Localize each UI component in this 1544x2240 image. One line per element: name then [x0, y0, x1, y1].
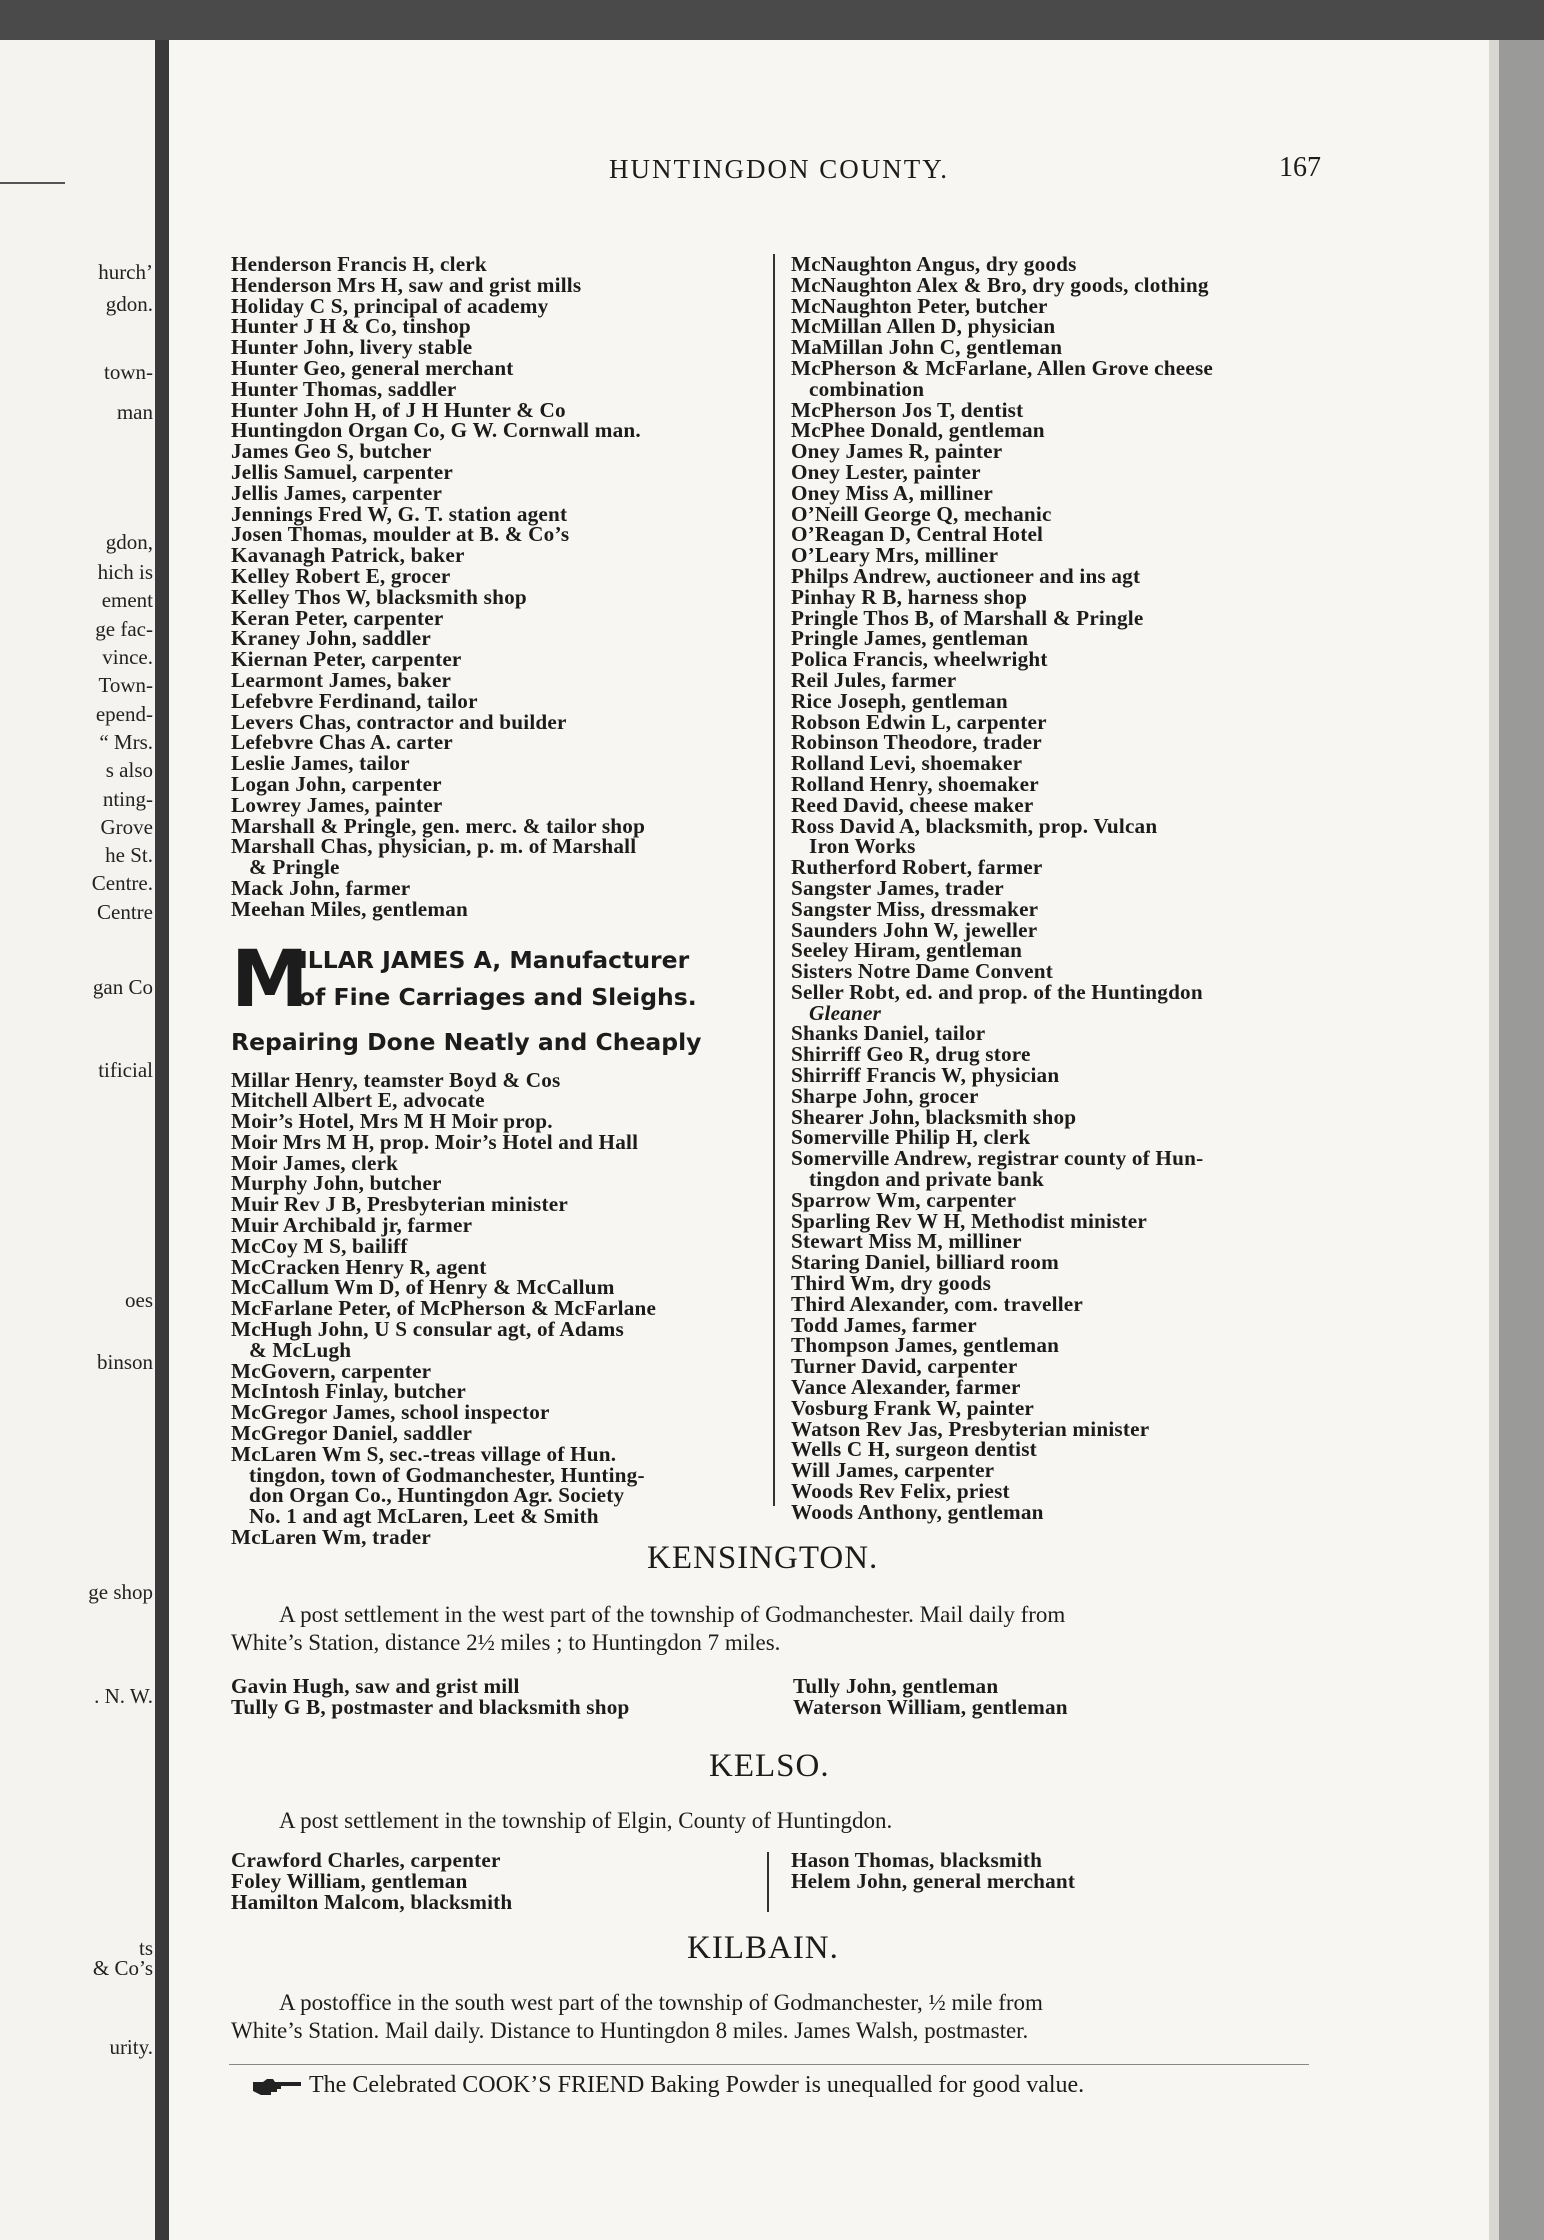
directory-entry: Pringle James, gentleman: [791, 626, 1029, 651]
prev-page-text-fragment: ge shop: [88, 1580, 153, 1604]
directory-entry: Marshall & Pringle, gen. merc. & tailor shop: [231, 813, 646, 838]
directory-entry: Vance Alexander, farmer: [791, 1375, 1021, 1400]
right-column: [791, 254, 1501, 1523]
ad-drop-cap: M: [231, 934, 309, 1025]
directory-entry: Polica Francis, wheelwright: [791, 647, 1048, 672]
directory-entry: McLaren Wm S, sec.-treas village of Hun.: [231, 1441, 617, 1466]
prev-page-text-fragment: binson: [96, 1350, 153, 1374]
directory-entry: Woods Anthony, gentleman: [791, 1499, 1044, 1524]
directory-entry: Pinhay R B, harness shop: [791, 584, 1028, 609]
directory-entry: Moir Mrs M H, prop. Moir’s Hotel and Hall: [231, 1129, 639, 1154]
directory-entry: Rolland Henry, shoemaker: [791, 771, 1039, 796]
directory-entry: & Pringle: [249, 855, 340, 880]
prev-page-rule: [0, 182, 65, 184]
directory-entry: McMillan Allen D, physician: [791, 314, 1056, 339]
directory-entry: Josen Thomas, moulder at B. & Co’s: [231, 522, 570, 547]
prev-page-text-fragment: ement: [101, 588, 153, 612]
prev-page-text-fragment: s also: [105, 758, 153, 782]
directory-entry: MaMillan John C, gentleman: [791, 335, 1063, 360]
prev-page-text-fragment: man: [116, 400, 153, 424]
ad-line-3: Repairing Done Neatly and Cheaply: [231, 1027, 702, 1056]
prev-page-text-fragment: gan Co: [92, 975, 153, 999]
column-divider: [773, 254, 775, 1506]
directory-entry: Kelley Thos W, blacksmith shop: [231, 584, 527, 609]
directory-entry: Oney Lester, painter: [791, 459, 981, 484]
kensington-list-left: [231, 1676, 630, 1718]
list-item: Gavin Hugh, saw and grist mill: [231, 1674, 520, 1698]
kelso-title: KELSO.: [709, 1748, 830, 1784]
directory-entry: & McLugh: [249, 1337, 352, 1362]
directory-entry: Learmont James, baker: [231, 667, 452, 692]
kelso-divider: [767, 1852, 769, 1912]
kelso-list-left: [231, 1850, 512, 1912]
prev-page-text-fragment: nting-: [102, 787, 153, 811]
prev-page-text-fragment: ge fac-: [95, 617, 153, 641]
directory-entry: Woods Rev Felix, priest: [791, 1479, 1010, 1504]
book-gutter: [155, 40, 169, 2240]
directory-entry: Saunders John W, jeweller: [791, 917, 1038, 942]
directory-entry: McNaughton Peter, butcher: [791, 293, 1048, 318]
directory-entry: Jellis James, carpenter: [231, 480, 443, 505]
previous-page-fragment: [0, 40, 155, 2240]
directory-entry: Somerville Philip H, clerk: [791, 1125, 1031, 1150]
prev-page-text-fragment: epend-: [95, 702, 153, 726]
directory-entry: Staring Daniel, billiard room: [791, 1250, 1059, 1275]
directory-entry: tingdon and private bank: [809, 1167, 1044, 1192]
prev-page-text-fragment: gdon.: [105, 292, 153, 316]
kilbain-description-line-2: White’s Station. Mail daily. Distance to Huntingdon 8 miles. James Walsh, postmaster.: [231, 2018, 1029, 2043]
prev-page-text-fragment: hich is: [97, 560, 153, 584]
kelso-description: A post settlement in the township of Elgin, County of Huntingdon.: [279, 1808, 893, 1833]
directory-entry: Hunter J H & Co, tinshop: [231, 314, 471, 339]
directory-entry: Shirriff Francis W, physician: [791, 1063, 1060, 1088]
directory-entry: don Organ Co., Huntingdon Agr. Society: [249, 1483, 625, 1508]
list-item: Tully John, gentleman: [793, 1674, 999, 1698]
directory-entry: Kraney John, saddler: [231, 626, 432, 651]
prev-page-text-fragment: he St.: [105, 843, 153, 867]
directory-entry: McCoy M S, bailiff: [231, 1233, 408, 1258]
directory-entry: Mitchell Albert E, advocate: [231, 1088, 485, 1113]
directory-entry: Gleaner: [809, 1000, 882, 1025]
directory-entry: Moir James, clerk: [231, 1150, 399, 1175]
directory-entry: Oney James R, painter: [791, 439, 1003, 464]
directory-entry: McPhee Donald, gentleman: [791, 418, 1045, 443]
directory-entry: Leslie James, tailor: [231, 751, 410, 776]
list-item: Helem John, general merchant: [791, 1868, 1076, 1893]
list-item: Tully G B, postmaster and blacksmith shop: [231, 1694, 630, 1719]
directory-entry: Rolland Levi, shoemaker: [791, 751, 1023, 776]
directory-entry: McGovern, carpenter: [231, 1358, 432, 1383]
kensington-list-right: [793, 1676, 1068, 1718]
directory-entry: Meehan Miles, gentleman: [231, 896, 469, 921]
directory-entry: Murphy John, butcher: [231, 1171, 442, 1196]
directory-entry: Shirriff Geo R, drug store: [791, 1042, 1031, 1067]
pointing-hand-icon: [251, 2076, 303, 2096]
directory-entry: Holiday C S, principal of academy: [231, 293, 549, 318]
directory-entry: Philps Andrew, auctioneer and ins agt: [791, 563, 1141, 588]
directory-entry: Huntingdon Organ Co, G W. Cornwall man.: [231, 418, 641, 443]
directory-entry: Wells C H, surgeon dentist: [791, 1437, 1037, 1462]
running-head: HUNTINGDON COUNTY.: [609, 154, 949, 184]
directory-entry: Todd James, farmer: [791, 1312, 977, 1337]
directory-entry: Kelley Robert E, grocer: [231, 563, 451, 588]
directory-page: [169, 40, 1489, 2240]
directory-entry: Iron Works: [809, 834, 916, 859]
directory-entry: Moir’s Hotel, Mrs M H Moir prop.: [231, 1109, 553, 1134]
directory-entry: Muir Rev J B, Presbyterian minister: [231, 1192, 568, 1217]
directory-entry: Seeley Hiram, gentleman: [791, 938, 1023, 963]
list-item: Hason Thomas, blacksmith: [791, 1848, 1043, 1872]
directory-entry: Henderson Francis H, clerk: [231, 252, 487, 276]
directory-entry: O’Neill George Q, mechanic: [791, 501, 1052, 526]
list-item: Hamilton Malcom, blacksmith: [231, 1889, 513, 1914]
directory-entry: Sharpe John, grocer: [791, 1083, 979, 1108]
directory-entry: Robinson Theodore, trader: [791, 730, 1042, 755]
directory-entry: Kavanagh Patrick, baker: [231, 543, 465, 568]
directory-entry: Watson Rev Jas, Presbyterian minister: [791, 1416, 1150, 1441]
directory-entry: James Geo S, butcher: [231, 439, 432, 464]
prev-page-text-fragment: “ Mrs.: [99, 730, 153, 754]
directory-entry: Shanks Daniel, tailor: [791, 1021, 986, 1046]
directory-entry: Somerville Andrew, registrar county of Hun-: [791, 1146, 1204, 1171]
directory-entry: Marshall Chas, physician, p. m. of Marshall: [231, 834, 637, 859]
kilbain-description-line-1: A postoffice in the south west part of the township of Godmanchester, ½ mile from: [279, 1990, 1043, 2015]
directory-entry: Jellis Samuel, carpenter: [231, 459, 453, 484]
list-item: Crawford Charles, carpenter: [231, 1848, 501, 1872]
kelso-list-right: [791, 1850, 1075, 1892]
directory-entry: Lefebvre Chas A. carter: [231, 730, 453, 755]
directory-entry: Sisters Notre Dame Convent: [791, 959, 1053, 984]
prev-page-text-fragment: Centre: [97, 900, 153, 924]
prev-page-text-fragment: & Co’s: [92, 1956, 153, 1980]
kilbain-title: KILBAIN.: [687, 1930, 839, 1966]
directory-entry: Sangster James, trader: [791, 875, 1004, 900]
ad-line-2: of Fine Carriages and Sleighs.: [299, 982, 697, 1011]
directory-entry: Muir Archibald jr, farmer: [231, 1213, 473, 1238]
prev-page-text-fragment: town-: [104, 360, 153, 384]
directory-entry: Pringle Thos B, of Marshall & Pringle: [791, 605, 1144, 630]
directory-entry: Henderson Mrs H, saw and grist mills: [231, 272, 582, 297]
directory-entry: Turner David, carpenter: [791, 1354, 1018, 1379]
directory-entry: Mack John, farmer: [231, 875, 411, 900]
directory-entry: O’Reagan D, Central Hotel: [791, 522, 1044, 547]
footer-text: The Celebrated COOK’S FRIEND Baking Powder is unequalled for good value.: [309, 2072, 1085, 2098]
directory-entry: tingdon, town of Godmanchester, Hunting-: [249, 1462, 645, 1487]
directory-entry: O’Leary Mrs, milliner: [791, 543, 999, 568]
directory-entry: McGregor James, school inspector: [231, 1400, 550, 1425]
directory-entry: Hunter John H, of J H Hunter & Co: [231, 397, 566, 422]
page-number: 167: [1279, 152, 1321, 183]
prev-page-text-fragment: tificial: [98, 1058, 153, 1082]
directory-entry: Stewart Miss M, milliner: [791, 1229, 1022, 1254]
prev-page-text-fragment: urity.: [109, 2035, 153, 2059]
directory-entry: McLaren Wm, trader: [231, 1525, 431, 1550]
directory-entry: Will James, carpenter: [791, 1458, 995, 1483]
directory-entry: Rutherford Robert, farmer: [791, 855, 1043, 880]
kensington-title: KENSINGTON.: [647, 1540, 879, 1576]
directory-entry: No. 1 and agt McLaren, Leet & Smith: [249, 1504, 599, 1529]
directory-entry: Hunter John, livery stable: [231, 335, 473, 360]
directory-entry: Hunter Geo, general merchant: [231, 355, 514, 380]
prev-page-text-fragment: vince.: [102, 645, 153, 669]
directory-entry: McNaughton Alex & Bro, dry goods, clothing: [791, 272, 1209, 297]
prev-page-text-fragment: Town-: [98, 673, 153, 697]
directory-entry: Shearer John, blacksmith shop: [791, 1104, 1077, 1129]
directory-entry: Reil Jules, farmer: [791, 667, 957, 692]
directory-entry: McPherson & McFarlane, Allen Grove cheese: [791, 355, 1214, 380]
list-item: Waterson William, gentleman: [793, 1694, 1068, 1719]
directory-entry: Keran Peter, carpenter: [231, 605, 444, 630]
directory-entry: Robson Edwin L, carpenter: [791, 709, 1047, 734]
directory-entry: Thompson James, gentleman: [791, 1333, 1060, 1358]
kensington-description-line-1: A post settlement in the west part of the township of Godmanchester. Mail daily from: [279, 1602, 1066, 1627]
directory-entry: McNaughton Angus, dry goods: [791, 252, 1077, 276]
directory-entry: McFarlane Peter, of McPherson & McFarlane: [231, 1296, 657, 1321]
directory-entry: Rice Joseph, gentleman: [791, 688, 1008, 713]
prev-page-text-fragment: Grove: [100, 815, 153, 839]
prev-page-text-fragment: hurch’: [98, 260, 153, 284]
directory-entry: Reed David, cheese maker: [791, 792, 1034, 817]
prev-page-text-fragment: ts: [138, 1936, 153, 1960]
directory-entry: Levers Chas, contractor and builder: [231, 709, 567, 734]
directory-entry: Seller Robt, ed. and prop. of the Huntingdon: [791, 979, 1203, 1004]
directory-entry: Ross David A, blacksmith, prop. Vulcan: [791, 813, 1158, 838]
directory-entry: Sparrow Wm, carpenter: [791, 1187, 1017, 1212]
directory-entry: Lefebvre Ferdinand, tailor: [231, 688, 478, 713]
directory-entry: McHugh John, U S consular agt, of Adams: [231, 1317, 624, 1342]
prev-page-text-fragment: gdon,: [105, 530, 153, 554]
directory-entry: Vosburg Frank W, painter: [791, 1395, 1035, 1420]
directory-entry: Jennings Fred W, G. T. station agent: [231, 501, 568, 526]
footer-rule: [229, 2064, 1309, 2065]
directory-entry: Third Alexander, com. traveller: [791, 1291, 1083, 1316]
directory-entry: Sparling Rev W H, Methodist minister: [791, 1208, 1148, 1233]
directory-entry: Third Wm, dry goods: [791, 1271, 992, 1296]
directory-entry: McCallum Wm D, of Henry & McCallum: [231, 1275, 615, 1300]
directory-entry: Lowrey James, painter: [231, 792, 443, 817]
directory-entry: combination: [809, 376, 925, 401]
directory-entry: McIntosh Finlay, butcher: [231, 1379, 466, 1404]
footer-advertisement: [251, 2072, 1084, 2099]
directory-entry: Kiernan Peter, carpenter: [231, 647, 462, 672]
prev-page-text-fragment: oes: [125, 1288, 153, 1312]
directory-entry: Oney Miss A, milliner: [791, 480, 993, 505]
list-item: Foley William, gentleman: [231, 1868, 468, 1893]
directory-entry: McCracken Henry R, agent: [231, 1254, 487, 1279]
prev-page-text-fragment: Centre.: [91, 871, 153, 895]
prev-page-text-fragment: . N. W.: [94, 1684, 153, 1708]
kensington-description-line-2: White’s Station, distance 2½ miles ; to Huntingdon 7 miles.: [231, 1630, 781, 1655]
directory-entry: Sangster Miss, dressmaker: [791, 896, 1039, 921]
ad-line-1: ILLAR JAMES A, Manufacturer: [299, 945, 690, 974]
directory-entry: McGregor Daniel, saddler: [231, 1421, 473, 1446]
directory-entry: Millar Henry, teamster Boyd & Cos: [231, 1067, 561, 1092]
directory-entry: Logan John, carpenter: [231, 771, 442, 796]
directory-entry: McPherson Jos T, dentist: [791, 397, 1024, 422]
directory-entry: Hunter Thomas, saddler: [231, 376, 457, 401]
